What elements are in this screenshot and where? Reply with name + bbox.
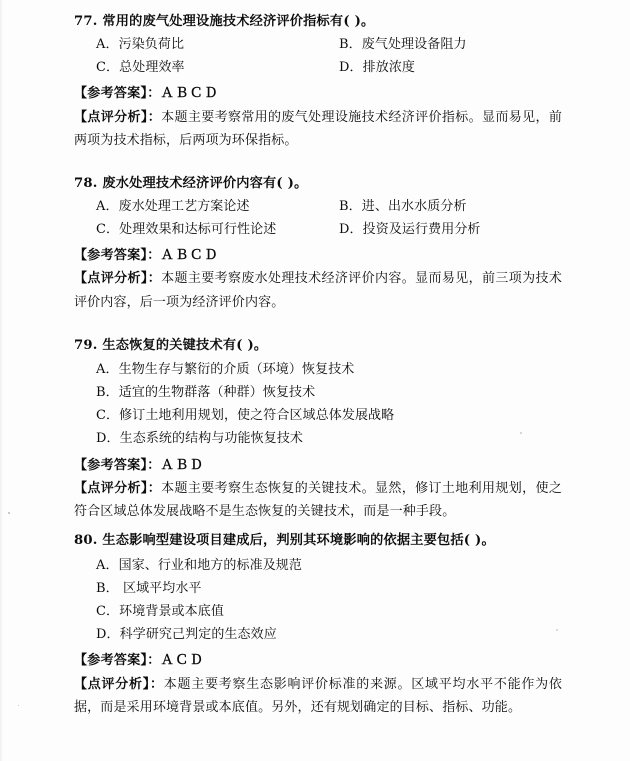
block-spacer	[74, 152, 562, 174]
option-b[interactable]: B． 区域平均水平	[96, 580, 202, 596]
analysis-label: 【点评分析】：	[74, 676, 164, 692]
answer-label: 【参考答案】：	[74, 653, 161, 669]
option-d[interactable]: D．排放浓度	[339, 59, 416, 75]
option-d[interactable]: D．投资及运行费用分析	[339, 221, 481, 237]
option-b[interactable]: B．废气处理设备阻力	[339, 37, 467, 53]
option-d[interactable]: D．生态系统的结构与功能恢复技术	[96, 431, 304, 447]
option-row	[74, 196, 562, 218]
option-a[interactable]: A．废水处理工艺方案论述	[96, 199, 250, 215]
answer-line-77	[74, 82, 562, 105]
option-a[interactable]: A．污染负荷比	[96, 37, 185, 53]
question-stem-80	[74, 531, 562, 551]
analysis-text: 本题主要考察废水处理技术经济评价内容。显而易见，前三项为技术评价内容，后一项为经济评价内容。	[74, 271, 562, 310]
answer-value: ＡＢＣＤ	[160, 86, 220, 102]
question-block-77	[74, 12, 562, 152]
analysis-line-78	[74, 267, 562, 313]
question-block-79	[74, 336, 562, 524]
block-spacer	[74, 523, 562, 531]
option-b[interactable]: B．进、出水水质分析	[339, 199, 467, 215]
answer-label: 【参考答案】：	[74, 247, 161, 263]
option-row	[74, 57, 562, 79]
question-stem-tail: )。	[247, 337, 268, 353]
analysis-line-79	[74, 477, 562, 523]
question-text: 生态恢复的关键技术有(	[102, 337, 243, 353]
question-block-80	[74, 531, 562, 719]
option-list-77	[74, 34, 562, 79]
question-stem-78	[74, 174, 562, 194]
option-a[interactable]: A．国家、行业和地方的标准及规范	[96, 557, 302, 573]
question-number: 78.	[74, 175, 98, 191]
scan-speck	[8, 512, 10, 514]
question-text: 废水处理技术经济评价内容有(	[102, 175, 283, 191]
analysis-line-77	[74, 106, 562, 152]
option-c[interactable]: C．总处理效率	[96, 59, 185, 75]
answer-value: ＡＣＤ	[160, 653, 205, 669]
option-row	[74, 219, 562, 241]
option-list-78	[74, 196, 562, 241]
question-stem-tail: )。	[354, 14, 375, 29]
question-stem-tail: )。	[287, 175, 308, 191]
question-block-78	[74, 174, 562, 314]
answer-label: 【参考答案】：	[74, 86, 161, 102]
scan-speck	[18, 705, 19, 706]
analysis-text: 本题主要考察生态影响评价标准的来源。区域平均水平不能作为依据，而是采用环境背景或本底值。另外，还有规划确定的目标、指标、功能。	[74, 676, 562, 715]
question-number: 79.	[74, 337, 98, 353]
option-a[interactable]: A．生物生存与繁衍的介质（环境）恢复技术	[96, 362, 355, 378]
answer-line-78	[74, 244, 562, 267]
answer-line-79	[74, 454, 562, 477]
question-stem-77	[74, 12, 562, 32]
option-list-80	[74, 554, 562, 647]
question-stem-tail: )。	[475, 533, 495, 549]
question-text: 常用的废气处理设施技术经济评价指标有(	[102, 14, 350, 29]
question-number: 80.	[74, 533, 98, 549]
question-number: 77.	[74, 14, 98, 29]
answer-line-80	[74, 649, 562, 672]
block-spacer	[74, 314, 562, 336]
page-edge-shadow	[0, 0, 3, 761]
analysis-label: 【点评分析】：	[74, 480, 162, 496]
option-list-79	[74, 358, 562, 451]
answer-value: ＡＢＤ	[160, 457, 205, 473]
option-c[interactable]: C．环境背景或本底值	[96, 603, 224, 619]
option-b[interactable]: B．适宜的生物群落（种群）恢复技术	[96, 385, 316, 401]
option-row	[74, 34, 562, 56]
question-text: 生态影响型建设项目建成后，判别其环境影响的依据主要包括(	[102, 533, 471, 549]
option-c[interactable]: C．处理效果和达标可行性论述	[96, 221, 277, 237]
answer-value: ＡＢＣＤ	[160, 247, 220, 263]
option-c[interactable]: C．修订土地利用规划，使之符合区域总体发展战略	[96, 408, 395, 424]
analysis-line-80	[74, 673, 562, 719]
analysis-text: 本题主要考察生态恢复的关键技术。显然，修订土地利用规划，使之符合区域总体发展战略不是生态恢复的关键技术，而是一种手段。	[74, 480, 562, 520]
analysis-label: 【点评分析】：	[74, 109, 162, 125]
option-d[interactable]: D．科学研究己判定的生态效应	[96, 627, 277, 643]
analysis-text: 本题主要考察常用的废气处理设施技术经济评价指标。显而易见，前两项为技术指标，后两项为环保指标。	[74, 109, 562, 148]
question-stem-79	[74, 336, 562, 356]
analysis-label: 【点评分析】：	[74, 271, 162, 287]
document-content	[74, 12, 562, 719]
answer-label: 【参考答案】：	[74, 457, 161, 473]
